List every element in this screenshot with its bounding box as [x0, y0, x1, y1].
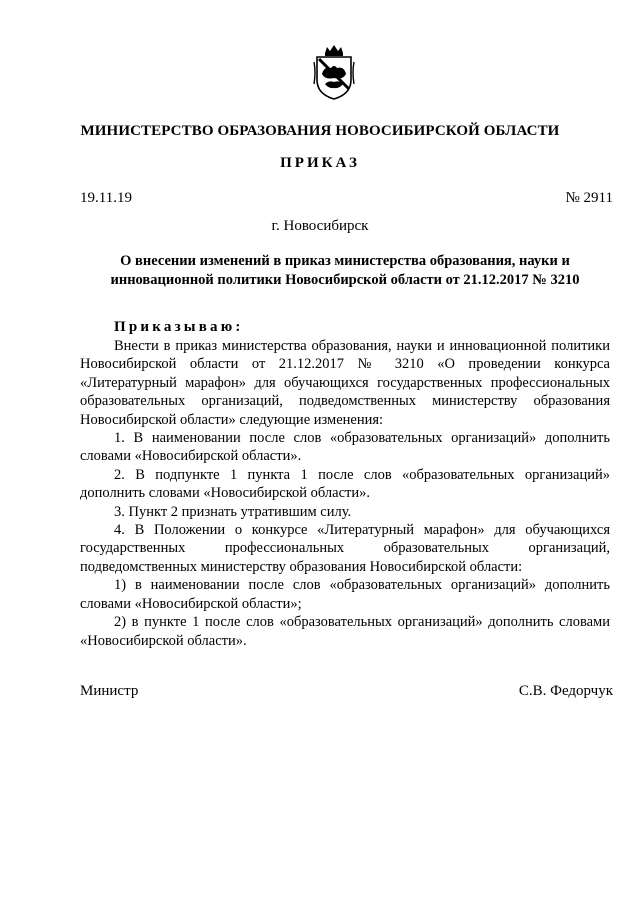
order-body: [80, 337, 610, 650]
paragraph-intro: Внести в приказ министерства образования, науки и инновационной политики Новосибирской области от 21.12.2017 № 3210 «О проведении конкурса «Литературный марафон» для обучающихся государственных профессиональных образовательных организаций, подведомственных министерству образования Новосибирской области» следующие изменения:: [80, 338, 610, 428]
ministry-name: МИНИСТЕРСТВО ОБРАЗОВАНИЯ НОВОСИБИРСКОЙ ОБЛАСТИ: [80, 123, 560, 139]
signer-title: Министр: [80, 683, 139, 699]
paragraph-subitem-1: 1) в наименовании после слов «образовательных организаций» дополнить словами «Новосибирской области»;: [80, 577, 610, 612]
order-word: Приказываю: [114, 319, 236, 335]
document-date: 19.11.19: [80, 190, 132, 206]
paragraph-item-2: 2. В подпункте 1 пункта 1 после слов «образовательных организаций» дополнить словами «Новосибирской области».: [80, 466, 610, 502]
document-city: г. Новосибирск: [271, 218, 369, 234]
paragraph-subitem-2: 2) в пункте 1 после слов «образовательных организаций» дополнить словами «Новосибирской области».: [80, 614, 610, 649]
document-number: № 2911: [565, 190, 613, 206]
paragraph-item-1: 1. В наименовании после слов «образовательных организаций» дополнить словами «Новосибирской области».: [80, 430, 610, 465]
paragraph-item-3: 3. Пункт 2 признать утратившим силу.: [114, 503, 352, 520]
order-heading: [114, 319, 240, 336]
coat-of-arms-icon: [313, 44, 355, 100]
subject-line-1: О внесении изменений в приказ министерства образования, науки и: [120, 253, 570, 269]
signer-name: С.В. Федорчук: [518, 683, 613, 699]
order-colon: :: [235, 319, 241, 335]
document-type: ПРИКАЗ: [280, 155, 360, 171]
document-subject: [80, 252, 610, 290]
subject-line-2: инновационной политики Новосибирской области от 21.12.2017 № 3210: [110, 272, 580, 288]
paragraph-item-4: 4. В Положении о конкурсе «Литературный марафон» для обучающихся государственных профессиональных образовательных организаций, подведомственных министерству образования Новосибирской области:: [80, 522, 610, 575]
